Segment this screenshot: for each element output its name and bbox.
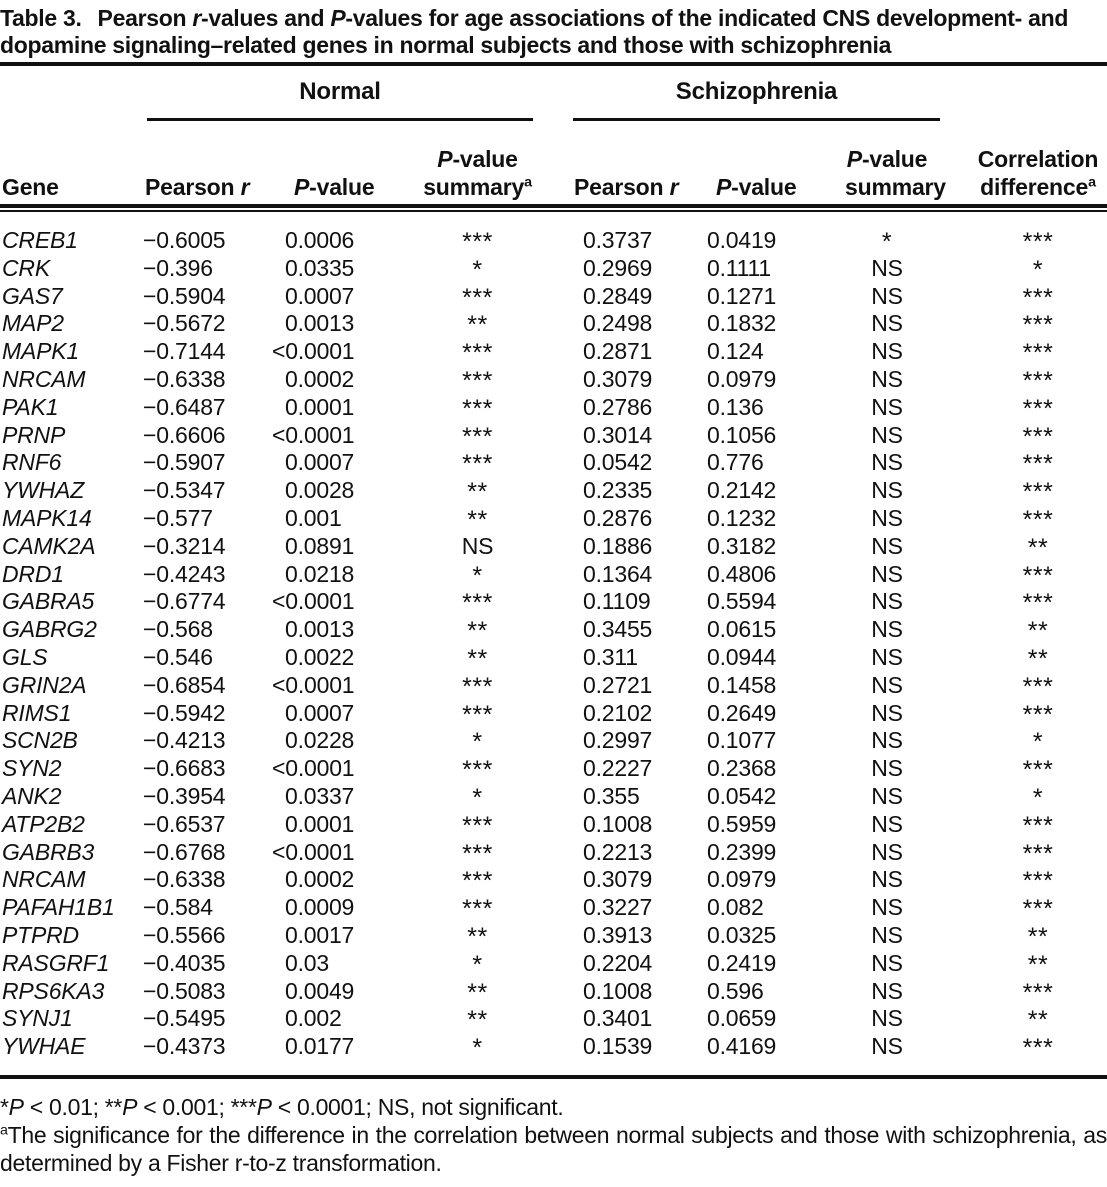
normal-p-value-cell: 0.0007: [285, 282, 355, 309]
normal-p-value-summary-cell: ***: [462, 422, 493, 451]
correlation-difference-cell: *: [1032, 255, 1044, 284]
normal-pearson-r-cell: −0.6338: [143, 866, 226, 893]
schiz-pearson-r-cell: 0.3014: [583, 421, 653, 448]
normal-p-value-cell: <0.0001: [272, 838, 355, 865]
table-row: [0, 672, 1107, 700]
gene-cell: SYNJ1: [2, 1005, 73, 1032]
normal-pearson-r-cell: −0.6768: [143, 838, 226, 865]
col-header-normal-p-value-summary: P-value summary$^a$: [423, 146, 532, 200]
table-bottom-rule: [0, 1075, 1107, 1079]
schiz-pearson-r-cell: 0.2335: [583, 477, 653, 504]
schiz-p-value-summary-cell: NS: [871, 782, 903, 809]
normal-p-value-summary-cell: ***: [462, 450, 493, 479]
normal-pearson-r-cell: −0.546: [143, 643, 213, 670]
schiz-p-value-cell: 0.2368: [707, 755, 777, 782]
schiz-p-value-cell: 0.0419: [707, 227, 777, 253]
normal-pearson-r-cell: −0.6606: [143, 421, 226, 448]
schiz-p-value-cell: 0.2399: [707, 838, 777, 865]
schiz-pearson-r-cell: 0.1008: [583, 977, 653, 1004]
normal-pearson-r-cell: −0.5495: [143, 1005, 226, 1032]
schiz-p-value-summary-cell: NS: [871, 421, 903, 448]
normal-p-value-summary-cell: *: [472, 1034, 483, 1063]
schiz-p-value-cell: 0.2142: [707, 477, 777, 504]
header-divider-rule: [0, 204, 1107, 212]
gene-cell: GABRG2: [2, 616, 97, 643]
normal-p-value-cell: 0.0006: [285, 227, 355, 253]
schiz-p-value-summary-cell: NS: [871, 616, 903, 643]
schiz-p-value-summary-cell: NS: [871, 671, 903, 698]
schiz-p-value-cell: 0.0979: [707, 365, 777, 392]
normal-p-value-cell: <0.0001: [272, 588, 355, 615]
schiz-pearson-r-cell: 0.2871: [583, 338, 653, 365]
table-row: [0, 644, 1107, 672]
table-row: [0, 978, 1107, 1006]
gene-cell: GRIN2A: [2, 671, 87, 698]
normal-pearson-r-cell: −0.6487: [143, 393, 226, 420]
normal-p-value-cell: 0.0002: [285, 866, 355, 893]
normal-p-value-cell: 0.0022: [285, 643, 355, 670]
normal-pearson-r-cell: −0.5083: [143, 977, 226, 1004]
normal-p-value-cell: 0.0891: [285, 532, 355, 559]
schiz-pearson-r-cell: 0.311: [583, 643, 638, 670]
normal-pearson-r-cell: −0.4243: [143, 560, 226, 587]
gene-cell: PAFAH1B1: [2, 894, 115, 921]
normal-p-value-cell: 0.0017: [285, 921, 355, 948]
table-row: [0, 755, 1107, 783]
normal-pearson-r-cell: −0.6005: [143, 227, 226, 253]
group-header-schizophrenia: [573, 79, 940, 121]
schiz-p-value-summary-cell: NS: [871, 755, 903, 782]
normal-pearson-r-cell: −0.6774: [143, 588, 226, 615]
correlation-difference-cell: ***: [1022, 422, 1054, 451]
col-header-normal-p-value: P-value: [294, 174, 375, 200]
table-row: [0, 505, 1107, 533]
column-header-row: [0, 145, 1107, 204]
correlation-difference-cell: ***: [1022, 700, 1054, 729]
normal-p-value-summary-cell: ***: [462, 283, 493, 312]
schiz-pearson-r-cell: 0.3401: [583, 1005, 653, 1032]
schiz-p-value-cell: 0.0615: [707, 616, 777, 643]
correlation-difference-cell: *: [1032, 728, 1044, 757]
schiz-p-value-summary-cell: NS: [871, 504, 903, 531]
normal-pearson-r-cell: −0.6683: [143, 755, 226, 782]
normal-p-value-summary-cell: ***: [462, 339, 493, 368]
normal-p-value-summary-cell: ***: [462, 700, 493, 729]
schiz-pearson-r-cell: 0.3737: [583, 227, 653, 253]
normal-p-value-summary-cell: *: [472, 561, 483, 590]
group-label-normal: Normal: [299, 78, 381, 105]
normal-pearson-r-cell: −0.5672: [143, 310, 226, 337]
normal-p-value-cell: 0.0002: [285, 365, 355, 392]
correlation-difference-cell: ***: [1022, 895, 1054, 924]
correlation-difference-cell: **: [1027, 644, 1049, 673]
col-header-schiz-p-value-summary: P-value summary: [845, 146, 946, 200]
schiz-p-value-cell: 0.0979: [707, 866, 777, 893]
normal-p-value-summary-cell: ***: [462, 672, 493, 701]
gene-cell: NRCAM: [2, 365, 86, 392]
schiz-p-value-summary-cell: NS: [871, 338, 903, 365]
gene-cell: YWHAE: [2, 1033, 86, 1060]
schiz-p-value-cell: 0.776: [707, 449, 764, 476]
table-row: [0, 310, 1107, 338]
gene-cell: RASGRF1: [2, 949, 110, 976]
correlation-difference-cell: **: [1027, 1006, 1049, 1035]
schiz-p-value-summary-cell: NS: [871, 838, 903, 865]
gene-cell: GABRB3: [2, 838, 95, 865]
normal-pearson-r-cell: −0.3954: [143, 782, 226, 809]
schiz-p-value-cell: 0.1271: [707, 282, 777, 309]
normal-p-value-cell: <0.0001: [272, 338, 355, 365]
schiz-pearson-r-cell: 0.2969: [583, 254, 653, 281]
footnote-significance-key: *P < 0.01; **P < 0.001; ***P < 0.0001; NS, not significant.: [0, 1093, 564, 1120]
schiz-p-value-cell: 0.082: [707, 894, 764, 921]
correlation-difference-cell: ***: [1022, 1034, 1054, 1063]
col-header-gene: Gene: [2, 174, 59, 200]
schiz-p-value-cell: 0.0542: [707, 782, 777, 809]
col-header-schiz-p-value: P-value: [716, 174, 797, 200]
table-row: [0, 588, 1107, 616]
normal-p-value-cell: <0.0001: [272, 421, 355, 448]
schiz-pearson-r-cell: 0.1109: [583, 588, 651, 615]
schiz-p-value-cell: 0.596: [707, 977, 764, 1004]
correlation-difference-cell: ***: [1022, 505, 1054, 534]
normal-pearson-r-cell: −0.5904: [143, 282, 226, 309]
normal-pearson-r-cell: −0.3214: [143, 532, 226, 559]
schiz-pearson-r-cell: 0.1364: [583, 560, 653, 587]
normal-p-value-cell: 0.0007: [285, 449, 355, 476]
gene-cell: PTPRD: [2, 921, 79, 948]
normal-p-value-cell: 0.0049: [285, 977, 355, 1004]
schiz-pearson-r-cell: 0.2721: [583, 671, 653, 698]
normal-p-value-summary-cell: ***: [462, 366, 493, 395]
table-row: [0, 422, 1107, 450]
correlation-difference-cell: ***: [1022, 394, 1054, 423]
normal-p-value-cell: 0.0001: [285, 810, 355, 837]
normal-p-value-summary-cell: **: [467, 1006, 488, 1035]
gene-cell: SYN2: [2, 755, 62, 782]
table-row: [0, 783, 1107, 811]
footnotes: [0, 1093, 1107, 1177]
table-body: [0, 212, 1107, 1075]
gene-cell: CREB1: [2, 227, 78, 253]
schiz-pearson-r-cell: 0.3455: [583, 616, 653, 643]
table-row: [0, 477, 1107, 505]
normal-p-value-summary-cell: *: [472, 783, 483, 812]
normal-p-value-summary-cell: ***: [462, 895, 493, 924]
schiz-p-value-cell: 0.3182: [707, 532, 777, 559]
normal-pearson-r-cell: −0.5347: [143, 477, 226, 504]
schiz-p-value-summary-cell: NS: [871, 560, 903, 587]
table-row: [0, 839, 1107, 867]
schiz-p-value-summary-cell: NS: [871, 310, 903, 337]
schiz-p-value-cell: 0.5594: [707, 588, 777, 615]
normal-p-value-cell: 0.0177: [285, 1033, 355, 1060]
correlation-difference-cell: **: [1027, 533, 1049, 562]
correlation-difference-cell: **: [1027, 922, 1049, 951]
table-row: [0, 894, 1107, 922]
normal-pearson-r-cell: −0.584: [143, 894, 213, 921]
table-row: [0, 950, 1107, 978]
correlation-difference-cell: ***: [1022, 561, 1054, 590]
correlation-difference-cell: ***: [1022, 839, 1054, 868]
table-row: [0, 1033, 1107, 1061]
table-row: [0, 616, 1107, 644]
schiz-p-value-cell: 0.1077: [707, 727, 777, 754]
table-row: [0, 283, 1107, 311]
schiz-p-value-cell: 0.1056: [707, 421, 777, 448]
normal-pearson-r-cell: −0.7144: [143, 338, 226, 365]
group-label-schizophrenia: Schizophrenia: [675, 78, 838, 105]
schiz-pearson-r-cell: 0.2498: [583, 310, 653, 337]
schiz-p-value-cell: 0.4806: [707, 560, 777, 587]
schiz-p-value-summary-cell: NS: [871, 393, 903, 420]
schiz-p-value-summary-cell: NS: [871, 949, 903, 976]
table-row: [0, 1005, 1107, 1033]
schiz-p-value-summary-cell: NS: [871, 866, 903, 893]
schiz-p-value-cell: 0.124: [707, 338, 764, 365]
table-row: [0, 700, 1107, 728]
normal-p-value-summary-cell: **: [467, 644, 488, 673]
correlation-difference-cell: ***: [1022, 450, 1054, 479]
schiz-pearson-r-cell: 0.2876: [583, 504, 653, 531]
normal-p-value-summary-cell: **: [467, 617, 488, 646]
normal-p-value-summary-cell: **: [467, 922, 488, 951]
normal-pearson-r-cell: −0.568: [143, 616, 213, 643]
gene-cell: ATP2B2: [2, 810, 85, 837]
gene-cell: DRD1: [2, 560, 64, 587]
gene-cell: RNF6: [2, 449, 62, 476]
table-row: [0, 811, 1107, 839]
schiz-p-value-summary-cell: NS: [871, 1033, 903, 1060]
schiz-p-value-cell: 0.1111: [707, 254, 772, 281]
schiz-pearson-r-cell: 0.3227: [583, 894, 653, 921]
correlation-difference-cell: ***: [1022, 867, 1054, 896]
normal-p-value-cell: 0.0013: [285, 310, 355, 337]
normal-p-value-cell: 0.0337: [285, 782, 355, 809]
normal-pearson-r-cell: −0.6537: [143, 810, 226, 837]
gene-cell: NRCAM: [2, 866, 86, 893]
table-row: [0, 533, 1107, 561]
normal-p-value-summary-cell: ***: [462, 811, 493, 840]
gene-cell: MAP2: [2, 310, 64, 337]
normal-p-value-cell: 0.001: [285, 504, 342, 531]
schiz-p-value-cell: 0.1458: [707, 671, 777, 698]
normal-p-value-cell: 0.0013: [285, 616, 355, 643]
table-row: [0, 255, 1107, 283]
schiz-p-value-summary-cell: NS: [871, 921, 903, 948]
schiz-pearson-r-cell: 0.2849: [583, 282, 653, 309]
schiz-pearson-r-cell: 0.2786: [583, 393, 653, 420]
normal-p-value-cell: 0.0335: [285, 254, 355, 281]
schiz-pearson-r-cell: 0.2213: [583, 838, 653, 865]
normal-pearson-r-cell: −0.5907: [143, 449, 226, 476]
table-row: [0, 866, 1107, 894]
schiz-p-value-summary-cell: NS: [871, 254, 903, 281]
schiz-p-value-cell: 0.136: [707, 393, 764, 420]
normal-p-value-summary-cell: *: [472, 950, 483, 979]
normal-pearson-r-cell: −0.4213: [143, 727, 226, 754]
schiz-pearson-r-cell: 0.3079: [583, 866, 653, 893]
correlation-difference-cell: ***: [1022, 978, 1054, 1007]
schiz-pearson-r-cell: 0.1539: [583, 1033, 653, 1060]
normal-p-value-summary-cell: *: [472, 728, 483, 757]
normal-p-value-cell: 0.002: [285, 1005, 342, 1032]
table-row: [0, 727, 1107, 755]
table-row: [0, 922, 1107, 950]
col-header-correlation-difference: Correlation difference$^a$: [977, 146, 1099, 200]
gene-cell: RPS6KA3: [2, 977, 105, 1004]
schiz-p-value-summary-cell: NS: [871, 810, 903, 837]
schiz-p-value-summary-cell: NS: [871, 643, 903, 670]
correlation-difference-cell: ***: [1022, 311, 1054, 340]
schiz-p-value-summary-cell: NS: [871, 477, 903, 504]
normal-p-value-summary-cell: ***: [462, 839, 493, 868]
gene-cell: RIMS1: [2, 699, 72, 726]
correlation-difference-cell: ***: [1022, 366, 1054, 395]
normal-p-value-cell: <0.0001: [272, 671, 355, 698]
normal-p-value-summary-cell: *: [472, 255, 483, 284]
normal-pearson-r-cell: −0.4373: [143, 1033, 226, 1060]
correlation-difference-cell: ***: [1022, 672, 1054, 701]
gene-cell: MAPK14: [2, 504, 92, 531]
schiz-p-value-summary-cell: NS: [871, 588, 903, 615]
schiz-p-value-summary-cell: NS: [871, 365, 903, 392]
schiz-p-value-cell: 0.2649: [707, 699, 777, 726]
correlation-difference-cell: **: [1027, 950, 1049, 979]
schiz-p-value-cell: 0.2419: [707, 949, 777, 976]
normal-pearson-r-cell: −0.5566: [143, 921, 226, 948]
normal-p-value-summary-cell: ***: [462, 228, 493, 256]
normal-p-value-cell: 0.0001: [285, 393, 355, 420]
correlation-difference-cell: **: [1027, 617, 1049, 646]
schiz-pearson-r-cell: 0.1886: [583, 532, 653, 559]
normal-pearson-r-cell: −0.5942: [143, 699, 226, 726]
normal-pearson-r-cell: −0.396: [143, 254, 213, 281]
schiz-p-value-summary-cell: NS: [871, 282, 903, 309]
normal-p-value-cell: 0.0218: [285, 560, 355, 587]
normal-p-value-summary-cell: NS: [461, 532, 494, 559]
normal-p-value-summary-cell: ***: [462, 589, 493, 618]
schiz-p-value-summary-cell: NS: [871, 699, 903, 726]
gene-cell: MAPK1: [2, 338, 79, 365]
normal-pearson-r-cell: −0.6338: [143, 365, 226, 392]
schiz-p-value-summary-cell: NS: [871, 727, 903, 754]
correlation-difference-cell: ***: [1022, 228, 1054, 256]
schiz-p-value-cell: 0.0944: [707, 643, 777, 670]
table-row: [0, 338, 1107, 366]
table-row: [0, 366, 1107, 394]
normal-p-value-summary-cell: **: [467, 505, 488, 534]
correlation-difference-cell: ***: [1022, 339, 1054, 368]
schiz-pearson-r-cell: 0.2102: [583, 699, 653, 726]
gene-cell: PRNP: [2, 421, 66, 448]
schiz-pearson-r-cell: 0.355: [583, 782, 640, 809]
gene-cell: GAS7: [2, 282, 63, 309]
table-row: [0, 561, 1107, 589]
gene-cell: GABRA5: [2, 588, 95, 615]
table-row: [0, 449, 1107, 477]
schiz-p-value-summary-cell: NS: [871, 532, 903, 559]
normal-p-value-summary-cell: ***: [462, 756, 493, 785]
col-header-normal-pearson-r: Pearson r: [145, 174, 250, 200]
correlation-difference-cell: ***: [1022, 756, 1054, 785]
schiz-p-value-summary-cell: NS: [871, 977, 903, 1004]
normal-p-value-summary-cell: ***: [462, 394, 493, 423]
gene-cell: SCN2B: [2, 727, 78, 754]
correlation-difference-cell: *: [1032, 783, 1044, 812]
schiz-pearson-r-cell: 0.2204: [583, 949, 653, 976]
group-header-normal: [147, 79, 533, 121]
normal-p-value-cell: <0.0001: [272, 755, 355, 782]
gene-cell: ANK2: [2, 782, 62, 809]
correlation-difference-cell: ***: [1022, 589, 1054, 618]
normal-pearson-r-cell: −0.4035: [143, 949, 226, 976]
table-row: [0, 227, 1107, 255]
table-header: [0, 66, 1107, 204]
schiz-p-value-summary-cell: NS: [871, 894, 903, 921]
schiz-pearson-r-cell: 0.3913: [583, 921, 653, 948]
gene-cell: YWHAZ: [2, 477, 85, 504]
schiz-p-value-cell: 0.1832: [707, 310, 777, 337]
schiz-pearson-r-cell: 0.0542: [583, 449, 653, 476]
schiz-p-value-summary-cell: NS: [871, 449, 903, 476]
table-row: [0, 394, 1107, 422]
schiz-p-value-cell: 0.0325: [707, 921, 777, 948]
normal-p-value-summary-cell: **: [467, 478, 488, 507]
schiz-pearson-r-cell: 0.1008: [583, 810, 653, 837]
correlation-difference-cell: ***: [1022, 811, 1054, 840]
schiz-pearson-r-cell: 0.3079: [583, 365, 653, 392]
gene-cell: PAK1: [2, 393, 59, 420]
normal-pearson-r-cell: −0.577: [143, 504, 213, 531]
gene-cell: CAMK2A: [2, 532, 96, 559]
schiz-p-value-summary-cell: NS: [871, 1005, 903, 1032]
footnote-a: $^a$The significance for the difference in the correlation between normal subjects and those with schizophrenia, as determined by a Fisher r-to-z transformation.: [0, 1121, 1107, 1176]
normal-p-value-cell: 0.0028: [285, 477, 355, 504]
normal-p-value-summary-cell: **: [467, 978, 488, 1007]
schiz-p-value-cell: 0.4169: [707, 1033, 777, 1060]
correlation-difference-cell: ***: [1022, 478, 1054, 507]
normal-p-value-summary-cell: **: [467, 311, 488, 340]
col-header-schiz-pearson-r: Pearson r: [574, 174, 679, 200]
schiz-pearson-r-cell: 0.2227: [583, 755, 653, 782]
normal-p-value-cell: 0.0228: [285, 727, 355, 754]
normal-p-value-cell: 0.0009: [285, 894, 355, 921]
normal-pearson-r-cell: −0.6854: [143, 671, 226, 698]
schiz-pearson-r-cell: 0.2997: [583, 727, 653, 754]
table-title: Table 3. Pearson r-values and P-values for age associations of the indicated CNS development- and dopamine signaling–related genes in normal subjects and those with schizophrenia: [0, 5, 1069, 58]
schiz-p-value-cell: 0.5959: [707, 810, 777, 837]
normal-p-value-cell: 0.0007: [285, 699, 355, 726]
schiz-p-value-summary-cell: *: [881, 228, 893, 256]
gene-cell: CRK: [2, 254, 50, 281]
correlation-difference-cell: ***: [1022, 283, 1054, 312]
normal-p-value-cell: 0.03: [285, 949, 329, 976]
group-header-row: [0, 79, 1107, 121]
normal-p-value-summary-cell: ***: [462, 867, 493, 896]
schiz-p-value-cell: 0.0659: [707, 1005, 777, 1032]
schiz-p-value-cell: 0.1232: [707, 504, 777, 531]
gene-cell: GLS: [2, 643, 48, 670]
